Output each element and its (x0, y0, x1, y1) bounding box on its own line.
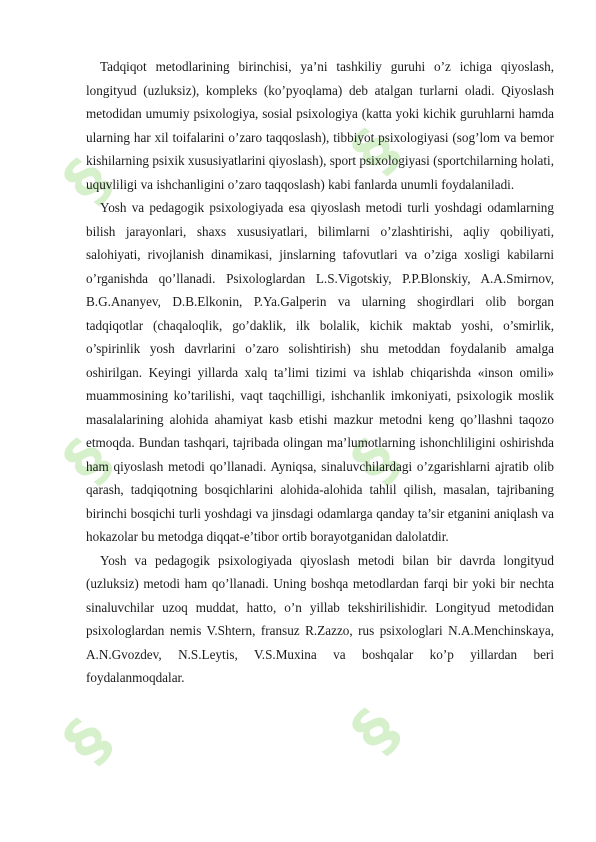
paragraph-2: Yosh va pedagogik psixologiyada esa qiyoslash metodi turli yoshdagi odamlarning bilish jarayonlari, shaxs xususiyatlari, bilimlarni o’zlashtirishi, aqliy qobiliyati, salohiyati, rivojlanish dinamikasi, jinslarning tafovutlari va o’ziga xosligi kabilarni o’rganishda qo’llanadi. Psixologlardan L.S.Vigotskiy, P.P.Blonskiy, A.A.Smirnov, B.G.Ananyev, D.B.Elkonin, P.Ya.Galperin va ularning shogirdlari olib borgan tadqiqotlar (chaqaloqlik, go’daklik, ilk bolalik, kichik maktab yoshi, o’smirlik, o’spirinlik yosh davrlarini o’zaro solishtirish) shu metoddan foydalanib amalga oshirilgan. Keyingi yillarda xalq ta’limi tizimi va ishlab chiqarishda «inson omili» muammosining ko’tarilishi, vaqt taqchilligi, ishchanlik imkoniyati, psixologik moslik masalalarining alohida ahamiyat kasb etishi mazkur metodni keng qo’llashni taqozo etmoqda. Bundan tashqari, tajribada olingan ma’lumotlarning ishonchliligini oshirishda ham qiyoslash metodi qo’llanadi. Ayniqsa, sinaluvchilardagi o’zgarishlarni ajratib olib qarash, tadqiqotning bosqichlarini alohida-alohida tahlil qilish, masalan, tajribaning birinchi bosqichi turli yoshdagi va jinsdagi odamlarga qanday ta’sir etganini aniqlash va hokazolar bu metodga diqqat-e’tibor ortib borayotganidan dalolatdir. (86, 200, 554, 544)
watermark-logo-icon: § (49, 425, 126, 497)
watermark-logo-icon: § (337, 695, 414, 767)
paragraph-1: Tadqiqot metodlarining birinchisi, ya’ni tashkiliy guruhi o’z ichiga qiyoslash, longityud (uzluksiz), kompleks (ko’pyoqlama) deb atalgan turlarni oladi. Qiyoslash metodidan umumiy psixologiya, sosial psixologiya (katta yoki kichik guruhlarni hamda ularning har xil toifalarini o’zaro taqqoslash), tibbiyot psixologiyasi (sog’lom va bemor kishilarning psixik xususiyatlarini qiyoslash), sport psixologiyasi (sportchilarning holati, uquvliligi va ishchanligini o’zaro taqqoslash) kabi fanlarda unumli foydalaniladi. (86, 59, 554, 192)
watermark-logo-icon: § (49, 145, 126, 217)
watermark-logo-icon: § (49, 705, 126, 777)
watermark-logo-icon: § (337, 115, 414, 187)
document-body (86, 55, 554, 690)
paragraph-3: Yosh va pedagogik psixologiyada qiyoslash metodi bilan bir davrda longityud (uzluksiz) metodi ham qo’llanadi. Uning boshqa metodlardan farqi bir yoki bir nechta sinaluvchilar uzoq muddat, hatto, o’n yillab tekshirilishidir. Longityud metodidan psixologlardan nemis V.Shtern, fransuz R.Zazzo, rus psixologlari N.A.Menchinskaya, A.N.Gvozdev, N.S.Leytis, V.S.Muxina va boshqalar ko’p yillardan beri foydalanmoqdalar. (86, 552, 554, 685)
watermark-logo-icon: § (337, 425, 414, 497)
